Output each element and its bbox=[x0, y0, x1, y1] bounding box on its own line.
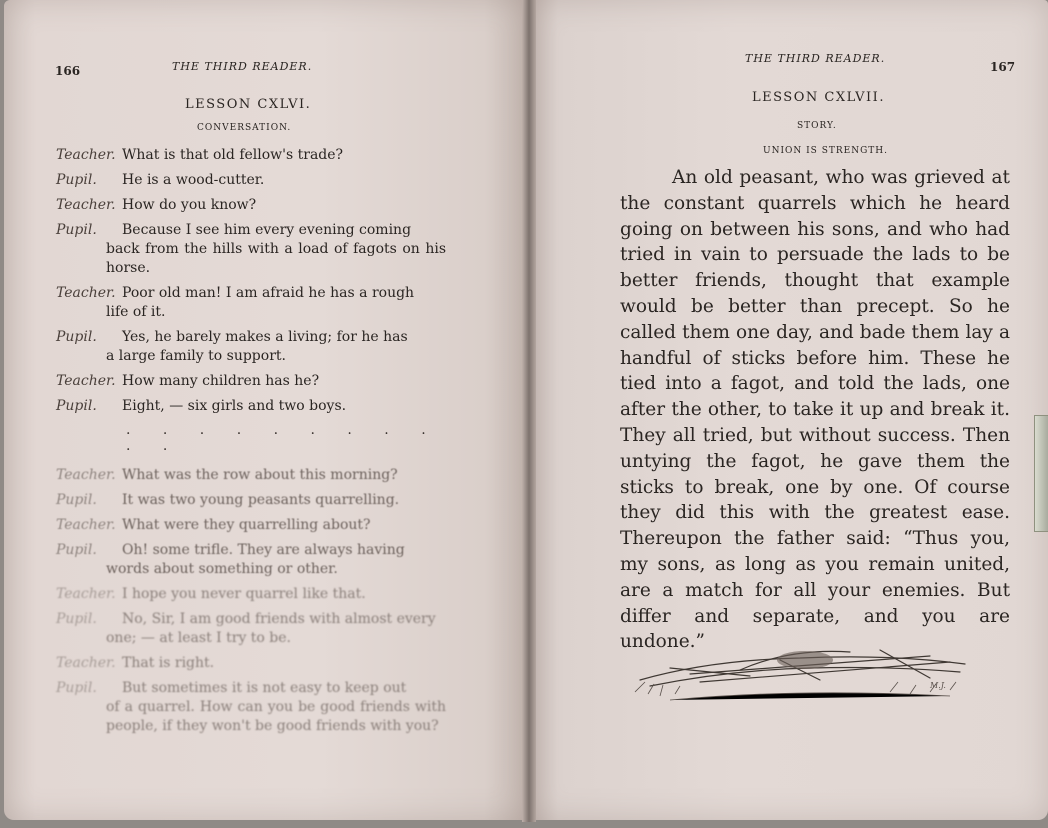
speech-text: How do you know? bbox=[122, 197, 257, 213]
speech-text: Because I see him every evening coming bbox=[122, 222, 412, 238]
speaker-label: Teacher. bbox=[56, 373, 116, 389]
speaker-label: Teacher. bbox=[56, 197, 116, 213]
story-paragraph: An old peasant, who was grieved at the constant quarrels which he heard going on between his sons, and who had tried in vain to persuade the lads to be better friends, thought that example would be better than precept. So he called them one day, and bade them lay a handful of sticks before him. These he tied into a fagot, and told the lads, one after the other, to take it up and break it. They all tried, but without success. Then untying the fagot, he gave them the sticks to break, one by one. Of course they did this with the greatest ease. Thereupon the father said: “Thus you, my sons, as long as you remain united, are a match for all your enemies. But differ and separate, and you are undone.” bbox=[620, 167, 1010, 653]
speaker-label: Pupil. bbox=[56, 329, 97, 345]
speech-text: Poor old man! I am afraid he has a rough bbox=[122, 285, 415, 301]
speaker-label: Teacher. bbox=[56, 586, 116, 602]
svg-text:M.J.: M.J. bbox=[930, 681, 946, 690]
subheading-left: CONVERSATION. bbox=[197, 123, 292, 133]
speaker-label: Teacher. bbox=[56, 285, 116, 301]
speech-text: Yes, he barely makes a living; for he has bbox=[122, 329, 408, 345]
page-clip bbox=[1034, 415, 1048, 532]
speech-text: Oh! some trifle. They are always having bbox=[122, 542, 405, 558]
dialogue-part-1 bbox=[56, 146, 446, 416]
speech-continuation: back from the hills with a load of fagots on his horse. bbox=[106, 241, 446, 276]
speaker-label: Teacher. bbox=[56, 517, 116, 533]
speaker-label: Teacher. bbox=[56, 655, 116, 671]
dialogue-entry bbox=[56, 171, 446, 190]
speech-text: That is right. bbox=[122, 655, 215, 671]
dialogue-entry bbox=[56, 372, 446, 391]
speech-text: No, Sir, I am good friends with almost every bbox=[122, 611, 436, 627]
speaker-label: Pupil. bbox=[56, 398, 97, 414]
bundle-of-sticks-vignette-icon bbox=[630, 630, 975, 710]
section-separator: . . . . . . . . . . . bbox=[126, 422, 440, 454]
dialogue-entry bbox=[56, 610, 446, 648]
speech-text: He is a wood-cutter. bbox=[122, 172, 265, 188]
dialogue-entry bbox=[56, 397, 446, 416]
speaker-label: Pupil. bbox=[56, 611, 97, 627]
dialogue-entry bbox=[56, 541, 446, 579]
story-title: UNION IS STRENGTH. bbox=[763, 146, 889, 156]
speaker-label: Pupil. bbox=[56, 492, 97, 508]
lesson-title-right: LESSON CXLVII. bbox=[752, 90, 885, 105]
speech-text: But sometimes it is not easy to keep out bbox=[122, 680, 407, 696]
lesson-title-left: LESSON CXLVI. bbox=[185, 97, 312, 112]
speech-text: It was two young peasants quarrelling. bbox=[122, 492, 400, 508]
speaker-label: Teacher. bbox=[56, 147, 116, 163]
story-body bbox=[620, 165, 1010, 655]
page-number-left: 166 bbox=[55, 64, 81, 78]
dialogue-entry bbox=[56, 221, 446, 278]
speech-text: How many children has he? bbox=[122, 373, 320, 389]
speaker-label: Pupil. bbox=[56, 172, 97, 188]
dialogue-entry bbox=[56, 491, 446, 510]
speaker-label: Pupil. bbox=[56, 222, 97, 238]
page-number-right: 167 bbox=[990, 60, 1016, 74]
dialogue-entry bbox=[56, 679, 446, 736]
speaker-label: Teacher. bbox=[56, 467, 116, 483]
speaker-label: Pupil. bbox=[56, 680, 97, 696]
speech-continuation: words about something or other. bbox=[106, 561, 338, 577]
dialogue-entry bbox=[56, 146, 446, 165]
dialogue-entry bbox=[56, 328, 446, 366]
dialogue-entry bbox=[56, 516, 446, 535]
speech-continuation: a large family to support. bbox=[106, 348, 286, 364]
dialogue-entry bbox=[56, 585, 446, 604]
subheading-right: STORY. bbox=[797, 121, 837, 131]
speech-continuation: life of it. bbox=[106, 304, 166, 320]
running-head-left: THE THIRD READER. bbox=[172, 60, 313, 73]
dialogue-entry bbox=[56, 196, 446, 215]
dialogue-entry bbox=[56, 466, 446, 485]
running-head-right: THE THIRD READER. bbox=[745, 52, 886, 65]
dialogue-part-2 bbox=[56, 466, 446, 736]
speech-text: What is that old fellow's trade? bbox=[122, 147, 344, 163]
speech-text: What were they quarrelling about? bbox=[122, 517, 371, 533]
speech-text: Eight, — six girls and two boys. bbox=[122, 398, 347, 414]
dialogue-entry bbox=[56, 654, 446, 673]
speech-continuation: of a quarrel. How can you be good friends with people, if they won't be good friends with you? bbox=[106, 699, 446, 734]
speech-continuation: one; — at least I try to be. bbox=[106, 630, 292, 646]
book-gutter bbox=[522, 0, 536, 822]
speech-text: I hope you never quarrel like that. bbox=[122, 586, 366, 602]
speaker-label: Pupil. bbox=[56, 542, 97, 558]
dialogue-entry bbox=[56, 284, 446, 322]
speech-text: What was the row about this morning? bbox=[122, 467, 398, 483]
conversation bbox=[56, 146, 446, 742]
